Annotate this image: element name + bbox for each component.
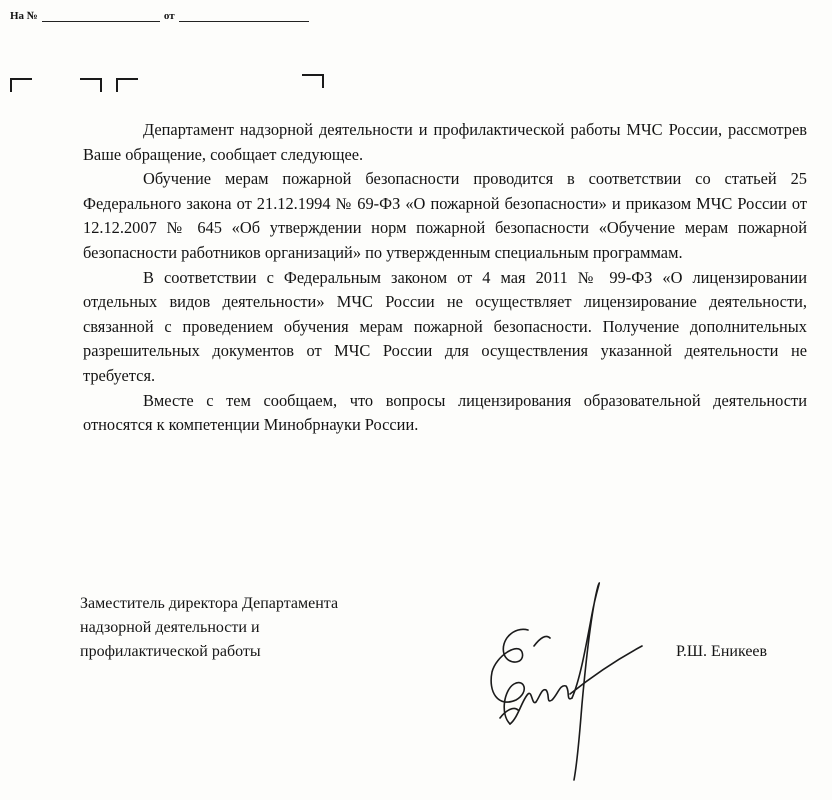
signer-name: Р.Ш. Еникеев [676,643,768,660]
reference-date-label: от [163,10,175,22]
handwritten-signature [470,568,650,788]
address-corner-mark [10,78,32,92]
letter-body [83,118,807,438]
address-corner-mark [116,78,138,92]
reference-date-blank [179,11,309,22]
body-paragraph: Вместе с тем сообщаем, что вопросы лицензирования образовательной деятельности относятся к компетенции Минобрнауки России. [83,390,807,435]
signer-position-line: профилактической работы [80,643,261,660]
address-corner-mark [80,78,102,92]
signer-position [80,592,338,664]
reference-line [10,10,309,22]
signer-position-line: Заместитель директора Департамента [80,595,339,612]
body-paragraph: В соответствии с Федеральным законом от 4 мая 2011 № 99-ФЗ «О лицензировании отдельных видов деятельности» МЧС России не осуществляет лицензирование деятельности, связанной с проведением обучения мерам пожарной безопасности. Получение дополнительных разрешительных документов от МЧС России для осуществления указанной деятельности не требуется. [83,267,807,385]
body-paragraph: Обучение мерам пожарной безопасности проводится в соответствии со статьей 25 Федерального закона от 21.12.1994 № 69-ФЗ «О пожарной безопасности» и приказом МЧС России от 12.12.2007 № 645 «Об утверждении норм пожарной безопасности «Обучение мерам пожарной безопасности работников организаций» по утвержденным специальным программам. [83,169,807,262]
address-corner-mark [302,74,324,88]
body-paragraph: Департамент надзорной деятельности и профилактической работы МЧС России, рассмотрев Ваше обращение, сообщает следующее. [83,120,807,164]
reference-number-label: На № [10,10,38,22]
signer-position-line: надзорной деятельности и [80,619,260,636]
reference-number-blank [42,11,160,22]
